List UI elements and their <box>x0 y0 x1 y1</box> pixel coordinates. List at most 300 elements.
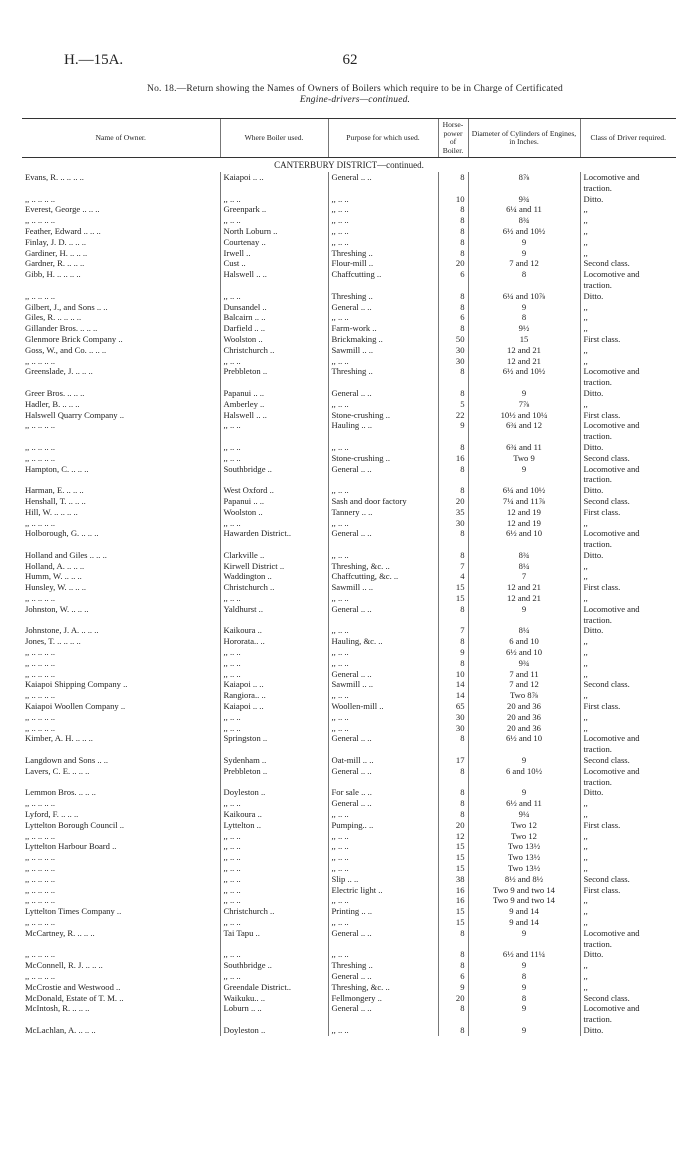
horse-power-cell: 8 <box>438 388 468 399</box>
table-row <box>22 194 676 205</box>
where-cell: Waikuku.. .. <box>220 993 328 1004</box>
owner-cell: ,, .. .. .. .. <box>25 420 56 431</box>
table-row <box>22 766 676 777</box>
diameter-cell <box>468 280 580 291</box>
where-cell: Halswell .. .. <box>220 410 328 421</box>
owner-cell: ,, .. .. .. .. <box>25 290 56 301</box>
diameter-cell: 12 and 19 <box>468 518 580 529</box>
horse-power-cell: 8 <box>438 960 468 971</box>
purpose-cell: Brickmaking .. <box>328 334 438 345</box>
table-row <box>22 334 676 345</box>
horse-power-cell: 7 <box>438 561 468 572</box>
driver-class-cell: traction. <box>580 1014 676 1025</box>
horse-power-cell: 8 <box>438 291 468 302</box>
driver-class-cell: ,, <box>580 593 676 604</box>
where-cell <box>220 474 328 485</box>
where-cell: ,, .. .. <box>220 831 328 842</box>
where-cell: ,, .. .. <box>220 194 328 205</box>
table-row <box>22 593 676 604</box>
owner-cell: Langdown and Sons .. .. <box>25 755 109 766</box>
driver-class-cell: Locomotive and <box>580 766 676 777</box>
driver-class-cell: ,, <box>580 723 676 734</box>
horse-power-cell: 9 <box>438 420 468 431</box>
driver-class-cell: First class. <box>580 507 676 518</box>
table-row <box>22 820 676 831</box>
diameter-cell: 9 <box>468 982 580 993</box>
owner-cell: Greenslade, J. .. .. .. <box>25 366 93 377</box>
owner-cell <box>22 939 220 950</box>
diameter-cell: 9 <box>468 248 580 259</box>
where-cell: Rangiora.. .. <box>220 690 328 701</box>
horse-power-cell: 8 <box>438 928 468 939</box>
diameter-cell: 9 <box>468 388 580 399</box>
diameter-cell: Two 12 <box>468 820 580 831</box>
purpose-cell: ,, .. .. <box>328 194 438 205</box>
horse-power-cell: 7 <box>438 625 468 636</box>
driver-class-cell: ,, <box>580 636 676 647</box>
diameter-cell <box>468 744 580 755</box>
purpose-cell: ,, .. .. <box>328 690 438 701</box>
purpose-cell: Hauling, &c. .. <box>328 636 438 647</box>
purpose-cell: ,, .. .. <box>328 949 438 960</box>
where-cell: Tai Tapu .. <box>220 928 328 939</box>
driver-class-cell: traction. <box>580 474 676 485</box>
table-row <box>22 906 676 917</box>
diameter-cell <box>468 474 580 485</box>
purpose-cell: Threshing, &c. .. <box>328 561 438 572</box>
horse-power-cell: 35 <box>438 507 468 518</box>
horse-power-cell: 9 <box>438 647 468 658</box>
table-row <box>22 496 676 507</box>
table-row <box>22 798 676 809</box>
owner-cell: ,, .. .. .. .. <box>25 668 56 679</box>
owner-cell: ,, .. .. .. .. <box>25 355 56 366</box>
table-row <box>22 1003 676 1014</box>
diameter-cell: 20 and 36 <box>468 723 580 734</box>
owner-cell: Lyttelton Borough Council .. <box>25 819 125 830</box>
table-row <box>22 777 676 788</box>
where-cell: ,, .. .. <box>220 712 328 723</box>
diameter-cell: Two 8⅞ <box>468 690 580 701</box>
purpose-cell: Threshing .. <box>328 960 438 971</box>
where-cell: Darfield .. .. <box>220 323 328 334</box>
horse-power-cell: 65 <box>438 701 468 712</box>
horse-power-cell: 22 <box>438 410 468 421</box>
table-row <box>22 647 676 658</box>
where-cell: ,, .. .. <box>220 723 328 734</box>
purpose-cell: ,, .. .. <box>328 356 438 367</box>
horse-power-cell: 16 <box>438 895 468 906</box>
driver-class-cell: ,, <box>580 658 676 669</box>
driver-class-cell: ,, <box>580 895 676 906</box>
purpose-cell: ,, .. .. <box>328 518 438 529</box>
owner-cell: McCrostie and Westwood .. <box>25 981 121 992</box>
where-cell: ,, .. .. <box>220 593 328 604</box>
where-cell: ,, .. .. <box>220 215 328 226</box>
where-cell: Kaiapoi .. .. <box>220 679 328 690</box>
table-row <box>22 658 676 669</box>
diameter-cell: 7 and 12 <box>468 258 580 269</box>
horse-power-cell: 8 <box>438 528 468 539</box>
purpose-cell: General .. .. <box>328 971 438 982</box>
driver-class-cell: ,, <box>580 302 676 313</box>
owner-cell: Holland, A. .. .. .. <box>25 560 85 571</box>
horse-power-cell: 30 <box>438 345 468 356</box>
horse-power-cell: 8 <box>438 733 468 744</box>
diameter-cell: 12 and 19 <box>468 507 580 518</box>
where-cell: Kaikoura .. <box>220 625 328 636</box>
horse-power-cell: 20 <box>438 993 468 1004</box>
owner-cell: Hampton, C. .. .. .. <box>25 463 89 474</box>
diameter-cell: 8¼ <box>468 625 580 636</box>
diameter-cell: 6½ and 10 <box>468 733 580 744</box>
where-cell <box>220 183 328 194</box>
purpose-cell: Fellmongery .. <box>328 993 438 1004</box>
where-cell: Halswell .. .. <box>220 269 328 280</box>
driver-class-cell: ,, <box>580 971 676 982</box>
purpose-cell: ,, .. .. <box>328 625 438 636</box>
diameter-cell: 6½ and 10½ <box>468 226 580 237</box>
purpose-cell: Stone-crushing .. <box>328 453 438 464</box>
horse-power-cell: 15 <box>438 841 468 852</box>
horse-power-cell: 15 <box>438 863 468 874</box>
table-row <box>22 939 676 950</box>
diameter-cell: 15 <box>468 334 580 345</box>
purpose-cell: Tannery .. .. <box>328 507 438 518</box>
owner-cell: Lyford, F. .. .. .. <box>25 809 79 820</box>
owner-cell <box>22 615 220 626</box>
driver-class-cell: ,, <box>580 248 676 259</box>
driver-class-cell: ,, <box>580 669 676 680</box>
driver-class-cell: First class. <box>580 820 676 831</box>
diameter-cell <box>468 1014 580 1025</box>
diameter-cell: 8⅞ <box>468 172 580 183</box>
owner-cell: Gilbert, J., and Sons .. .. <box>25 301 108 312</box>
driver-class-cell: First class. <box>580 582 676 593</box>
driver-class-cell: Locomotive and <box>580 604 676 615</box>
owner-cell: ,, .. .. .. .. <box>25 647 56 658</box>
purpose-cell: ,, .. .. <box>328 485 438 496</box>
purpose-cell: Oat-mill .. .. <box>328 755 438 766</box>
owner-cell: ,, .. .. .. .. <box>25 193 56 204</box>
driver-class-cell: traction. <box>580 539 676 550</box>
owner-cell: ,, .. .. .. .. <box>25 863 56 873</box>
horse-power-cell: 20 <box>438 820 468 831</box>
diameter-cell: 6 and 10½ <box>468 766 580 777</box>
where-cell: ,, .. .. <box>220 356 328 367</box>
horse-power-cell: 12 <box>438 831 468 842</box>
purpose-cell: Threshing .. <box>328 291 438 302</box>
diameter-cell: 6½ and 11 <box>468 798 580 809</box>
driver-class-cell: ,, <box>580 809 676 820</box>
diameter-cell: 8 <box>468 312 580 323</box>
horse-power-cell: 8 <box>438 1003 468 1014</box>
where-cell: ,, .. .. <box>220 971 328 982</box>
horse-power-cell: 14 <box>438 690 468 701</box>
owner-cell: ,, .. .. .. .. <box>25 949 56 960</box>
owner-cell: Greer Bros. .. .. .. <box>25 387 85 398</box>
where-cell: Woolston .. <box>220 334 328 345</box>
diameter-cell: 6½ and 10 <box>468 647 580 658</box>
owner-cell: Lavers, C. E. .. .. .. <box>25 765 90 776</box>
driver-class-cell: Ditto. <box>580 388 676 399</box>
purpose-cell: Sash and door factory <box>328 496 438 507</box>
diameter-cell: 6¾ and 12 <box>468 420 580 431</box>
where-cell: ,, .. .. <box>220 291 328 302</box>
owner-cell: McCartney, R. .. .. .. <box>25 927 95 938</box>
owner-cell: Johnstone, J. A. .. .. .. <box>25 625 99 636</box>
driver-class-cell: Ditto. <box>580 291 676 302</box>
where-cell: ,, .. .. <box>220 669 328 680</box>
where-cell: ,, .. .. <box>220 518 328 529</box>
purpose-cell: Woollen-mill .. <box>328 701 438 712</box>
driver-class-cell: Ditto. <box>580 194 676 205</box>
table-row <box>22 1025 676 1036</box>
purpose-cell: ,, .. .. <box>328 442 438 453</box>
purpose-cell: ,, .. .. <box>328 712 438 723</box>
driver-class-cell: Second class. <box>580 755 676 766</box>
purpose-cell: ,, .. .. <box>328 237 438 248</box>
owner-cell <box>22 474 220 485</box>
purpose-cell <box>328 474 438 485</box>
owner-cell: ,, .. .. .. .. <box>25 798 56 809</box>
where-cell <box>220 939 328 950</box>
driver-class-cell: traction. <box>580 280 676 291</box>
where-cell: ,, .. .. <box>220 453 328 464</box>
col-purpose-header: Purpose for which used. <box>328 119 438 158</box>
document-reference: H.—15A. <box>64 52 124 68</box>
where-cell: ,, .. .. <box>220 420 328 431</box>
purpose-cell: Sawmill .. .. <box>328 679 438 690</box>
diameter-cell: 9 <box>468 464 580 475</box>
col-class-header: Class of Driver required. <box>580 119 676 158</box>
horse-power-cell: 8 <box>438 302 468 313</box>
purpose-cell: General .. .. <box>328 604 438 615</box>
horse-power-cell: 8 <box>438 766 468 777</box>
table-row <box>22 960 676 971</box>
table-row <box>22 345 676 356</box>
where-cell: ,, .. .. <box>220 874 328 885</box>
driver-class-cell: traction. <box>580 615 676 626</box>
owner-cell: ,, .. .. .. .. <box>25 852 56 863</box>
driver-class-cell: First class. <box>580 701 676 712</box>
diameter-cell: 8½ and 8½ <box>468 874 580 885</box>
where-cell: Christchurch .. <box>220 582 328 593</box>
purpose-cell: Chaffcutting .. <box>328 269 438 280</box>
diameter-cell: 9½ <box>468 323 580 334</box>
owner-cell <box>22 539 220 550</box>
driver-class-cell: ,, <box>580 690 676 701</box>
purpose-cell: General .. .. <box>328 669 438 680</box>
where-cell: Sydenham .. <box>220 755 328 766</box>
horse-power-cell: 15 <box>438 582 468 593</box>
horse-power-cell: 8 <box>438 636 468 647</box>
where-cell: Prebbleton .. <box>220 766 328 777</box>
table-row <box>22 971 676 982</box>
owner-cell: ,, .. .. .. .. <box>25 517 56 528</box>
where-cell <box>220 1014 328 1025</box>
table-row <box>22 809 676 820</box>
owner-cell: ,, .. .. .. .. <box>25 711 56 722</box>
table-row <box>22 787 676 798</box>
where-cell: Woolston .. <box>220 507 328 518</box>
horse-power-cell: 8 <box>438 366 468 377</box>
driver-class-cell: Ditto. <box>580 949 676 960</box>
table-row <box>22 399 676 410</box>
horse-power-cell <box>438 474 468 485</box>
owner-cell <box>22 744 220 755</box>
driver-class-cell: ,, <box>580 226 676 237</box>
purpose-cell: General .. .. <box>328 388 438 399</box>
owner-cell: Kaiapoi Woollen Company .. <box>25 701 126 712</box>
horse-power-cell: 5 <box>438 399 468 410</box>
where-cell <box>220 777 328 788</box>
page-number: 62 <box>342 52 358 68</box>
driver-class-cell: ,, <box>580 215 676 226</box>
owner-cell: ,, .. .. .. .. <box>25 441 56 452</box>
horse-power-cell: 8 <box>438 658 468 669</box>
table-row <box>22 679 676 690</box>
owner-cell: ,, .. .. .. .. <box>25 722 56 733</box>
diameter-cell: 12 and 21 <box>468 593 580 604</box>
purpose-cell: General .. .. <box>328 172 438 183</box>
purpose-cell: General .. .. <box>328 766 438 777</box>
purpose-cell: Threshing .. <box>328 248 438 259</box>
table-row <box>22 690 676 701</box>
table-title-line1: No. 18.—Return showing the Names of Owners of Boilers which require to be in Charge of Certificated <box>147 84 563 94</box>
driver-class-cell: ,, <box>580 960 676 971</box>
driver-class-cell: traction. <box>580 183 676 194</box>
where-cell: Doyleston .. <box>220 787 328 798</box>
diameter-cell: 9¼ <box>468 809 580 820</box>
horse-power-cell: 8 <box>438 237 468 248</box>
driver-class-cell: ,, <box>580 345 676 356</box>
diameter-cell: 12 and 21 <box>468 356 580 367</box>
driver-class-cell: Locomotive and <box>580 464 676 475</box>
table-row <box>22 507 676 518</box>
diameter-cell <box>468 377 580 388</box>
purpose-cell: ,, .. .. <box>328 852 438 863</box>
table-row <box>22 312 676 323</box>
table-row <box>22 874 676 885</box>
table-row <box>22 712 676 723</box>
purpose-cell: ,, .. .. <box>328 863 438 874</box>
where-cell: Christchurch .. <box>220 906 328 917</box>
owner-cell: Gardiner, H. .. .. .. <box>25 247 88 258</box>
owner-cell: ,, .. .. .. .. <box>25 452 56 463</box>
driver-class-cell: ,, <box>580 852 676 863</box>
driver-class-cell: ,, <box>580 831 676 842</box>
diameter-cell: 7 and 12 <box>468 679 580 690</box>
table-row <box>22 464 676 475</box>
horse-power-cell: 8 <box>438 485 468 496</box>
table-row <box>22 204 676 215</box>
driver-class-cell: traction. <box>580 939 676 950</box>
purpose-cell: ,, .. .. <box>328 895 438 906</box>
where-cell: ,, .. .. <box>220 895 328 906</box>
diameter-cell: 6¾ and 11 <box>468 442 580 453</box>
horse-power-cell: 8 <box>438 550 468 561</box>
driver-class-cell: ,, <box>580 204 676 215</box>
table-row <box>22 1014 676 1025</box>
diameter-cell: 9 <box>468 604 580 615</box>
owner-cell: Gillander Bros. .. .. .. <box>25 323 98 334</box>
table-header-row <box>22 119 676 158</box>
driver-class-cell: ,, <box>580 561 676 572</box>
purpose-cell: For sale .. .. <box>328 787 438 798</box>
purpose-cell: General .. .. <box>328 528 438 539</box>
page-header <box>0 52 700 72</box>
horse-power-cell: 8 <box>438 226 468 237</box>
where-cell: Southbridge .. <box>220 960 328 971</box>
driver-class-cell: ,, <box>580 841 676 852</box>
horse-power-cell: 8 <box>438 604 468 615</box>
where-cell: Southbridge .. <box>220 464 328 475</box>
diameter-cell: 7⅞ <box>468 399 580 410</box>
diameter-cell: 6 and 10 <box>468 636 580 647</box>
driver-class-cell: Second class. <box>580 679 676 690</box>
purpose-cell: Threshing, &c. .. <box>328 982 438 993</box>
diameter-cell: 8¼ <box>468 561 580 572</box>
owner-cell: Hunsley, W. .. .. .. <box>25 582 87 593</box>
purpose-cell <box>328 431 438 442</box>
owner-cell: ,, .. .. .. .. <box>25 916 56 927</box>
purpose-cell: ,, .. .. <box>328 215 438 226</box>
table-row <box>22 831 676 842</box>
table-row <box>22 550 676 561</box>
owner-cell: ,, .. .. .. .. <box>25 593 56 604</box>
horse-power-cell: 4 <box>438 571 468 582</box>
table-row <box>22 885 676 896</box>
driver-class-cell: ,, <box>580 237 676 248</box>
diameter-cell <box>468 615 580 626</box>
owner-cell: ,, .. .. .. .. <box>25 895 56 906</box>
driver-class-cell: Ditto. <box>580 1025 676 1036</box>
table-row <box>22 431 676 442</box>
horse-power-cell: 30 <box>438 356 468 367</box>
horse-power-cell: 17 <box>438 755 468 766</box>
horse-power-cell: 16 <box>438 453 468 464</box>
purpose-cell: Printing .. .. <box>328 906 438 917</box>
driver-class-cell: ,, <box>580 917 676 928</box>
driver-class-cell: Ditto. <box>580 787 676 798</box>
where-cell: ,, .. .. <box>220 647 328 658</box>
where-cell: ,, .. .. <box>220 841 328 852</box>
owner-cell: Humm, W. .. .. .. <box>25 571 82 582</box>
horse-power-cell: 15 <box>438 593 468 604</box>
purpose-cell <box>328 777 438 788</box>
where-cell <box>220 615 328 626</box>
purpose-cell: ,, .. .. <box>328 204 438 215</box>
diameter-cell: 9 <box>468 1025 580 1036</box>
diameter-cell: 10½ and 10¼ <box>468 410 580 421</box>
owner-cell: Holborough, G. .. .. .. <box>25 528 99 539</box>
where-cell <box>220 280 328 291</box>
driver-class-cell: ,, <box>580 982 676 993</box>
horse-power-cell: 14 <box>438 679 468 690</box>
horse-power-cell: 8 <box>438 798 468 809</box>
owner-cell: ,, .. .. .. .. <box>25 884 56 895</box>
horse-power-cell <box>438 377 468 388</box>
driver-class-cell: Locomotive and <box>580 366 676 377</box>
horse-power-cell: 8 <box>438 248 468 259</box>
diameter-cell: 9 <box>468 787 580 798</box>
owner-cell: Holland and Giles .. .. .. <box>25 549 107 560</box>
driver-class-cell: Second class. <box>580 993 676 1004</box>
where-cell: ,, .. .. <box>220 885 328 896</box>
owner-cell: Hill, W. .. .. .. .. <box>25 506 78 517</box>
owner-cell: Johnston, W. .. .. .. <box>25 603 89 614</box>
